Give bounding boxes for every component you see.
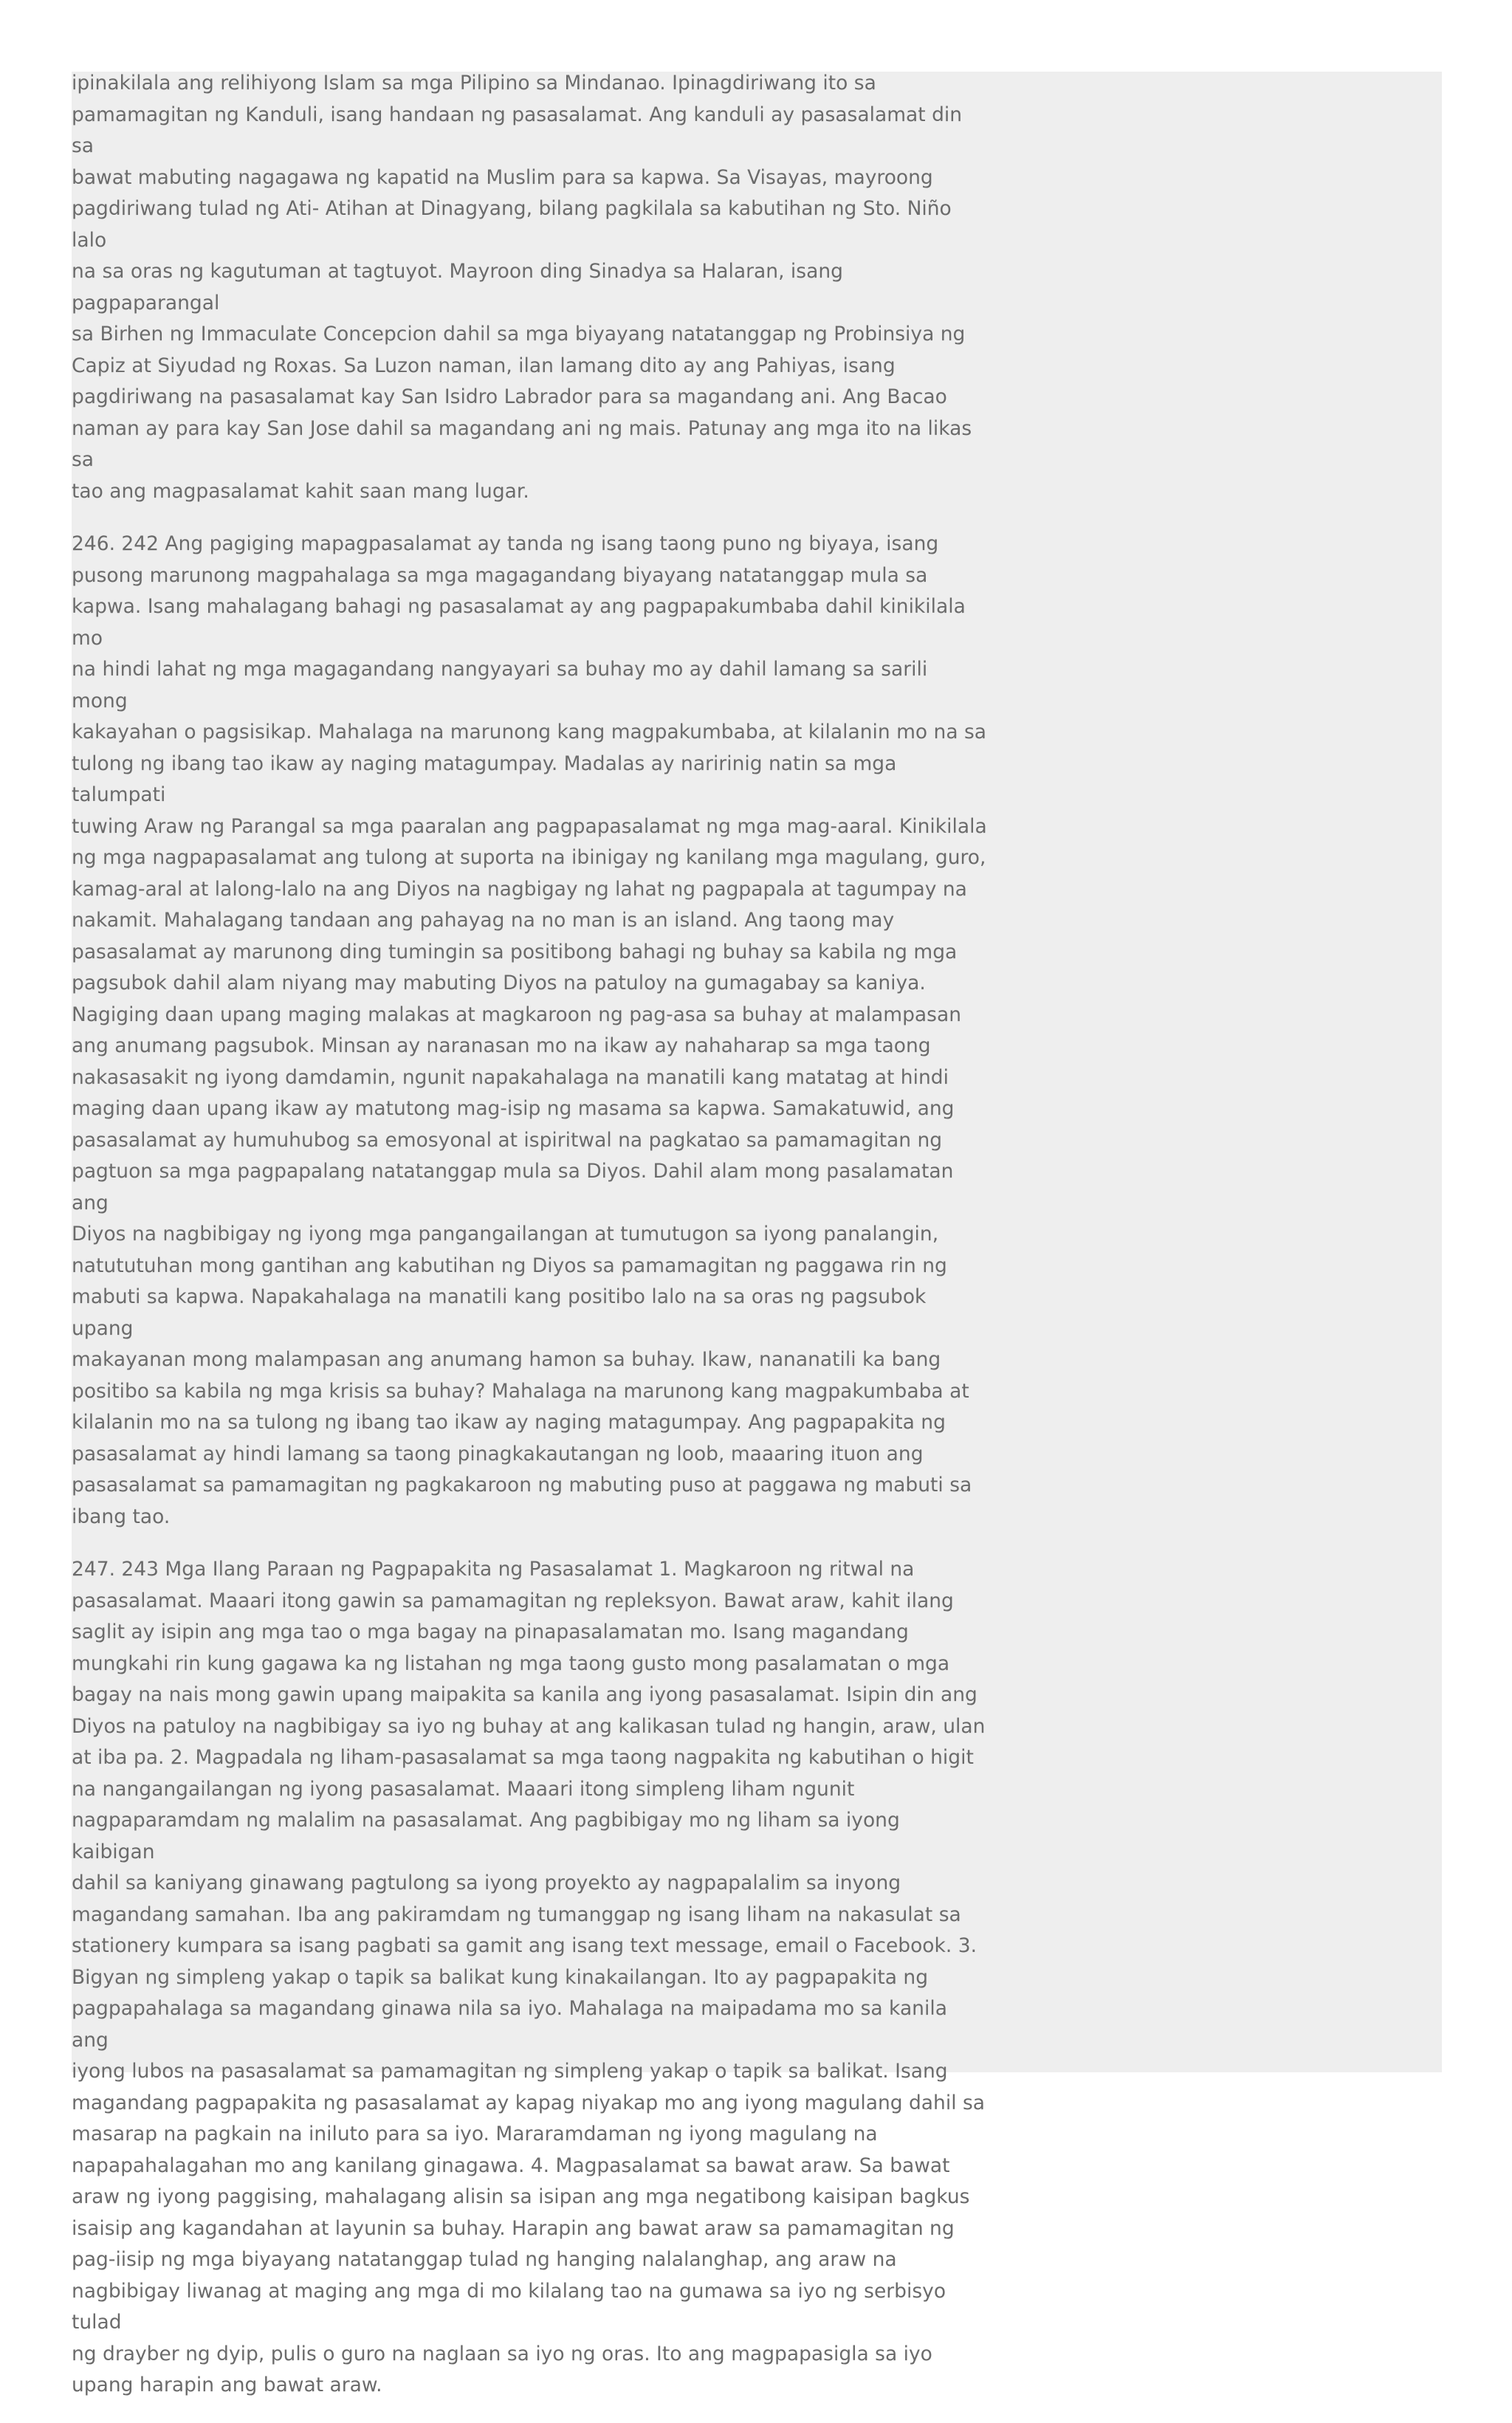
- paragraph-246-gratitude: 246. 242 Ang pagiging mapagpasalamat ay tanda ng isang taong puno ng biyaya, isang pusong marunong magpahalaga sa mga magagandang biyayang natatanggap mula sa kapwa. Isang mahalagang bahagi ng pasasalamat ay ang pagpapakumbaba dahil kinikilala mo na hindi lahat ng mga magagandang nangyayari sa buhay mo ay dahil lamang sa sarili mong kakayahan o pagsisikap. Mahalaga na marunong kang magpakumbaba, at kilalanin mo na sa tulong ng ibang tao ikaw ay naging matagumpay. Madalas ay naririnig natin sa mga talumpati tuwing Araw ng Parangal sa mga paaralan ang pagpapasalamat ng mga mag-aaral. Kinikilala ng mga nagpapasalamat ang tulong at suporta na ibinigay ng kanilang mga magulang, guro, kamag-aral at lalong-lalo na ang Diyos na nagbigay ng lahat ng pagpapala at tagumpay na nakamit. Mahalagang tandaan ang pahayag na no man is an island. Ang taong may pasasalamat ay marunong ding tumingin sa positibong bahagi ng buhay sa kabila ng mga pagsubok dahil alam niyang may mabuting Diyos na patuloy na gumagabay sa kaniya. Nagiging daan upang maging malakas at magkaroon ng pag-asa sa buhay at malampasan ang anumang pagsubok. Minsan ay naranasan mo na ikaw ay nahaharap sa mga taong nakasasakit ng iyong damdamin, ngunit napakahalaga na manatili kang matatag at hindi maging daan upang ikaw ay matutong mag-isip ng masama sa kapwa. Samakatuwid, ang pasasalamat ay humuhubog sa emosyonal at ispiritwal na pagkatao sa pamamagitan ng pagtuon sa mga pagpapalang natatanggap mula sa Diyos. Dahil alam mong pasalamatan ang Diyos na nagbibigay ng iyong mga pangangailangan at tumutugon sa iyong panalangin, natututuhan mong gantihan ang kabutihan ng Diyos sa pamamagitan ng paggawa rin ng mabuti sa kapwa. Napakahalaga na manatili kang positibo lalo na sa oras ng pagsubok upang makayanan mong malampasan ang anumang hamon sa buhay. Ikaw, nananatili ka bang positibo sa kabila ng mga krisis sa buhay? Mahalaga na marunong kang magpakumbaba at kilalanin mo na sa tulong ng ibang tao ikaw ay naging matagumpay. Ang pagpapakita ng pasasalamat ay hindi lamang sa taong pinagkakautangan ng loob, maaaring ituon ang pasasalamat sa pamamagitan ng pagkakaroon ng mabuting puso at paggawa ng mabuti sa ibang tao.: [72, 532, 987, 1528]
- document-body: [72, 68, 987, 2423]
- paragraph-247-ways-of-gratitude: 247. 243 Mga Ilang Paraan ng Pagpapakita ng Pasasalamat 1. Magkaroon ng ritwal na pasasalamat. Maaari itong gawin sa pamamagitan ng repleksyon. Bawat araw, kahit ilang saglit ay isipin ang mga tao o mga bagay na pinapasalamatan mo. Isang magandang mungkahi rin kung gagawa ka ng listahan ng mga taong gusto mong pasalamatan o mga bagay na nais mong gawin upang maipakita sa kanila ang iyong pasasalamat. Isipin din ang Diyos na patuloy na nagbibigay sa iyo ng buhay at ang kalikasan tulad ng hangin, araw, ulan at iba pa. 2. Magpadala ng liham-pasasalamat sa mga taong nagpakita ng kabutihan o higit na nangangailangan ng iyong pasasalamat. Maaari itong simpleng liham ngunit nagpaparamdam ng malalim na pasasalamat. Ang pagbibigay mo ng liham sa iyong kaibigan dahil sa kaniyang ginawang pagtulong sa iyong proyekto ay nagpapalalim sa inyong magandang samahan. Iba ang pakiramdam ng tumanggap ng isang liham na nakasulat sa stationery kumpara sa isang pagbati sa gamit ang isang text message, email o Facebook. 3. Bigyan ng simpleng yakap o tapik sa balikat kung kinakailangan. Ito ay pagpapakita ng pagpapahalaga sa magandang ginawa nila sa iyo. Mahalaga na maipadama mo sa kanila ang iyong lubos na pasasalamat sa pamamagitan ng simpleng yakap o tapik sa balikat. Isang magandang pagpapakita ng pasasalamat ay kapag niyakap mo ang iyong magulang dahil sa masarap na pagkain na iniluto para sa iyo. Mararamdaman ng iyong magulang na napapahalagahan mo ang kanilang ginagawa. 4. Magpasalamat sa bawat araw. Sa bawat araw ng iyong paggising, mahalagang alisin sa isipan ang mga negatibong kaisipan bagkus isaisip ang kagandahan at layunin sa buhay. Harapin ang bawat araw sa pamamagitan ng pag-iisip ng mga biyayang natatanggap tulad ng hanging nalalanghap, ang araw na nagbibigay liwanag at maging ang mga di mo kilalang tao na gumawa sa iyo ng serbisyo tulad ng drayber ng dyip, pulis o guro na naglaan sa iyo ng oras. Ito ang magpapasigla sa iyo upang harapin ang bawat araw.: [72, 1558, 986, 2396]
- paragraph-festivals: ipinakilala ang relihiyong Islam sa mga Pilipino sa Mindanao. Ipinagdiriwang ito sa pamamagitan ng Kanduli, isang handaan ng pasasalamat. Ang kanduli ay pasasalamat din sa bawat mabuting nagagawa ng kapatid na Muslim para sa kapwa. Sa Visayas, mayroong pagdiriwang tulad ng Ati- Atihan at Dinagyang, bilang pagkilala sa kabutihan ng Sto. Niño lalo na sa oras ng kagutuman at tagtuyot. Mayroon ding Sinadya sa Halaran, isang pagpaparangal sa Birhen ng Immaculate Concepcion dahil sa mga biyayang natatanggap ng Probinsiya ng Capiz at Siyudad ng Roxas. Sa Luzon naman, ilan lamang dito ay ang Pahiyas, isang pagdiriwang na pasasalamat kay San Isidro Labrador para sa magandang ani. Ang Bacao naman ay para kay San Jose dahil sa magandang ani ng mais. Patunay ang mga ito na likas sa tao ang magpasalamat kahit saan mang lugar.: [72, 72, 972, 503]
